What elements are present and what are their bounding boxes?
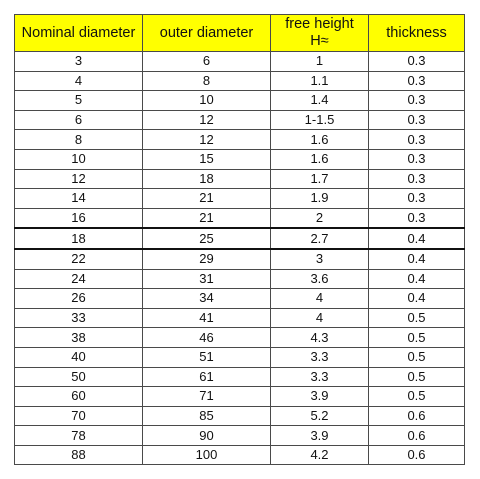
cell-thickness: 0.3 <box>369 149 465 169</box>
table-body <box>15 52 465 465</box>
cell-nominal-diameter: 12 <box>15 169 143 189</box>
cell-nominal-diameter: 70 <box>15 406 143 426</box>
cell-thickness: 0.3 <box>369 130 465 150</box>
cell-free-height: 1.6 <box>271 130 369 150</box>
cell-nominal-diameter: 88 <box>15 445 143 465</box>
table-row <box>15 189 465 209</box>
header-outer-diameter: outer diameter <box>143 15 271 52</box>
cell-free-height: 4 <box>271 289 369 309</box>
cell-nominal-diameter: 50 <box>15 367 143 387</box>
cell-thickness: 0.4 <box>369 249 465 269</box>
cell-nominal-diameter: 40 <box>15 347 143 367</box>
cell-nominal-diameter: 5 <box>15 91 143 111</box>
cell-thickness: 0.5 <box>369 347 465 367</box>
cell-nominal-diameter: 60 <box>15 387 143 407</box>
cell-outer-diameter: 100 <box>143 445 271 465</box>
cell-outer-diameter: 29 <box>143 249 271 269</box>
cell-free-height: 1 <box>271 52 369 72</box>
cell-outer-diameter: 34 <box>143 289 271 309</box>
cell-free-height: 4 <box>271 308 369 328</box>
cell-free-height: 2.7 <box>271 228 369 249</box>
table-row <box>15 328 465 348</box>
washer-spec-table <box>14 14 465 465</box>
cell-free-height: 1.4 <box>271 91 369 111</box>
cell-nominal-diameter: 4 <box>15 71 143 91</box>
cell-free-height: 5.2 <box>271 406 369 426</box>
cell-outer-diameter: 85 <box>143 406 271 426</box>
cell-outer-diameter: 41 <box>143 308 271 328</box>
table-row <box>15 387 465 407</box>
table-row <box>15 91 465 111</box>
cell-free-height: 3.3 <box>271 347 369 367</box>
cell-thickness: 0.3 <box>369 169 465 189</box>
cell-thickness: 0.4 <box>369 228 465 249</box>
cell-free-height: 1.9 <box>271 189 369 209</box>
cell-thickness: 0.5 <box>369 387 465 407</box>
cell-thickness: 0.3 <box>369 110 465 130</box>
cell-nominal-diameter: 24 <box>15 269 143 289</box>
cell-outer-diameter: 18 <box>143 169 271 189</box>
table-row <box>15 130 465 150</box>
cell-nominal-diameter: 10 <box>15 149 143 169</box>
cell-free-height: 4.2 <box>271 445 369 465</box>
cell-thickness: 0.4 <box>369 289 465 309</box>
cell-thickness: 0.3 <box>369 189 465 209</box>
table-row <box>15 149 465 169</box>
cell-outer-diameter: 21 <box>143 208 271 228</box>
cell-free-height: 2 <box>271 208 369 228</box>
cell-outer-diameter: 31 <box>143 269 271 289</box>
cell-outer-diameter: 46 <box>143 328 271 348</box>
table-row <box>15 71 465 91</box>
cell-outer-diameter: 51 <box>143 347 271 367</box>
table-row <box>15 308 465 328</box>
cell-free-height: 3.9 <box>271 426 369 446</box>
cell-nominal-diameter: 22 <box>15 249 143 269</box>
cell-outer-diameter: 25 <box>143 228 271 249</box>
cell-thickness: 0.5 <box>369 308 465 328</box>
cell-thickness: 0.6 <box>369 406 465 426</box>
cell-free-height: 4.3 <box>271 328 369 348</box>
cell-free-height: 1.1 <box>271 71 369 91</box>
cell-thickness: 0.5 <box>369 367 465 387</box>
cell-free-height: 1.6 <box>271 149 369 169</box>
cell-outer-diameter: 61 <box>143 367 271 387</box>
table-row <box>15 426 465 446</box>
header-thickness: thickness <box>369 15 465 52</box>
table-row <box>15 445 465 465</box>
header-free-height-line1: free height <box>285 16 354 32</box>
cell-thickness: 0.3 <box>369 208 465 228</box>
cell-nominal-diameter: 26 <box>15 289 143 309</box>
cell-thickness: 0.6 <box>369 445 465 465</box>
cell-outer-diameter: 8 <box>143 71 271 91</box>
cell-outer-diameter: 12 <box>143 130 271 150</box>
cell-outer-diameter: 12 <box>143 110 271 130</box>
table-row <box>15 289 465 309</box>
cell-free-height: 1.7 <box>271 169 369 189</box>
cell-thickness: 0.3 <box>369 71 465 91</box>
header-row <box>15 15 465 52</box>
table-row <box>15 110 465 130</box>
cell-free-height: 3.3 <box>271 367 369 387</box>
cell-nominal-diameter: 78 <box>15 426 143 446</box>
table-row <box>15 169 465 189</box>
cell-thickness: 0.3 <box>369 52 465 72</box>
cell-free-height: 1-1.5 <box>271 110 369 130</box>
header-nominal-diameter: Nominal diameter <box>15 15 143 52</box>
table-row <box>15 406 465 426</box>
header-free-height <box>271 15 369 52</box>
cell-outer-diameter: 6 <box>143 52 271 72</box>
cell-nominal-diameter: 6 <box>15 110 143 130</box>
cell-outer-diameter: 71 <box>143 387 271 407</box>
cell-nominal-diameter: 33 <box>15 308 143 328</box>
cell-outer-diameter: 15 <box>143 149 271 169</box>
cell-thickness: 0.4 <box>369 269 465 289</box>
cell-thickness: 0.3 <box>369 91 465 111</box>
header-free-height-line2: H≈ <box>310 33 329 49</box>
cell-free-height: 3 <box>271 249 369 269</box>
table-row <box>15 249 465 269</box>
cell-thickness: 0.6 <box>369 426 465 446</box>
cell-outer-diameter: 21 <box>143 189 271 209</box>
cell-free-height: 3.6 <box>271 269 369 289</box>
cell-outer-diameter: 90 <box>143 426 271 446</box>
cell-free-height: 3.9 <box>271 387 369 407</box>
table-row <box>15 228 465 249</box>
cell-nominal-diameter: 3 <box>15 52 143 72</box>
cell-nominal-diameter: 38 <box>15 328 143 348</box>
cell-outer-diameter: 10 <box>143 91 271 111</box>
cell-nominal-diameter: 18 <box>15 228 143 249</box>
table-row <box>15 52 465 72</box>
table-row <box>15 367 465 387</box>
cell-thickness: 0.5 <box>369 328 465 348</box>
cell-nominal-diameter: 14 <box>15 189 143 209</box>
table-row <box>15 208 465 228</box>
spec-table-container <box>14 14 464 465</box>
cell-nominal-diameter: 16 <box>15 208 143 228</box>
table-row <box>15 347 465 367</box>
table-row <box>15 269 465 289</box>
cell-nominal-diameter: 8 <box>15 130 143 150</box>
